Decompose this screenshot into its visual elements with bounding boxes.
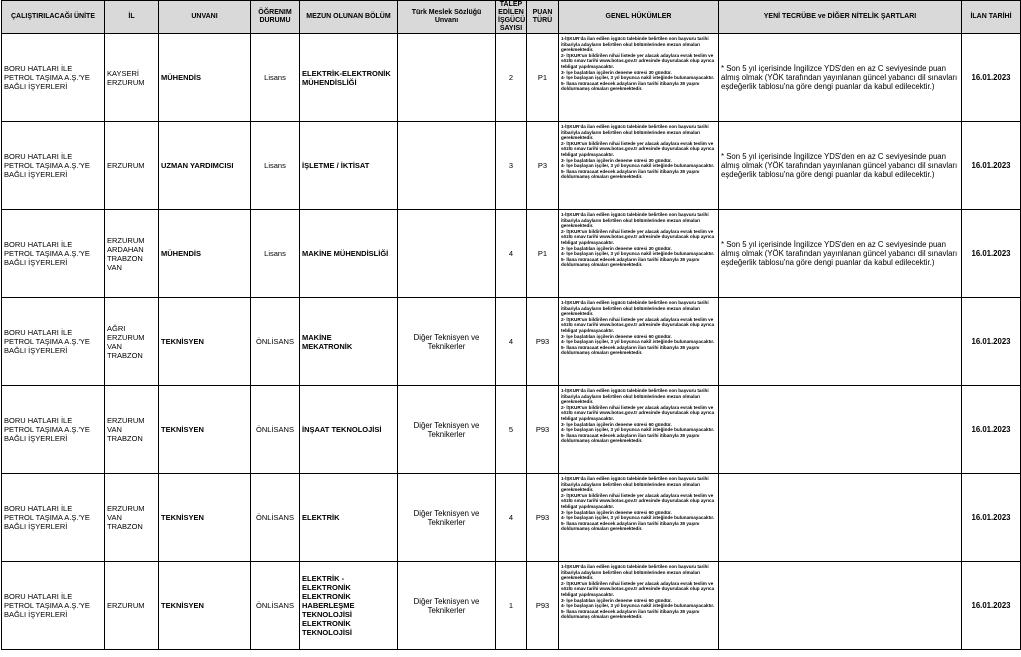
cell-title: TEKNİSYEN xyxy=(159,474,251,562)
header-experience: YENİ TECRÜBE ve DİĞER NİTELİK ŞARTLARI xyxy=(719,1,962,34)
cell-education: ÖNLİSANS xyxy=(251,562,300,650)
cell-education: ÖNLİSANS xyxy=(251,474,300,562)
cell-experience: * Son 5 yıl içerisinde İngilizce YDS'den en az C seviyesinde puan almış olmak (YÖK tarafından yayınlanan güncel yabancı dil sınavları eşdeğerlik tablosu'na göre dengi puanlar da kabul edilecektir.) xyxy=(719,34,962,122)
cell-general: 1-İŞKUR'da ilan edilen işgücü talebinde belirtilen son başvuru tarihi itibariyla adayların belirtilen okul bölümlerinden mezun olmaları gerekmektedir. 2- İŞKUR'un bildirilen nihai listede yer alacak adaylara evrak teslim ve sözlü sınav tarihi www.botas.gov.tr adresinde duyurulacak olup ayrıca tebligat yapılmayacaktır. 3- İşe başlatılan işçilerin deneme süresi 30 gündür. 4- İşe başlayan işçiler, 3 yıl boyunca nakil isteğinde bulunamayacaktır. 5- İlana müracaat edecek adayların ilan tarihi itibarıyla 35 yaşını doldurmamış olmaları gerekmektedir. xyxy=(559,34,719,122)
cell-tms: Diğer Teknisyen ve Teknikerler xyxy=(398,474,496,562)
cell-date: 16.01.2023 xyxy=(962,562,1021,650)
cell-tms: Diğer Teknisyen ve Teknikerler xyxy=(398,562,496,650)
cell-score: P93 xyxy=(527,474,559,562)
cell-date: 16.01.2023 xyxy=(962,474,1021,562)
cell-tms: Diğer Teknisyen ve Teknikerler xyxy=(398,298,496,386)
cell-general: 1-İŞKUR'da ilan edilen işgücü talebinde belirtilen son başvuru tarihi itibariyla adayların belirtilen okul bölümlerinden mezun olmaları gerekmektedir. 2- İŞKUR'un bildirilen nihai listede yer alacak adaylara evrak teslim ve sözlü sınav tarihi www.botas.gov.tr adresinde duyurulacak olup ayrıca tebligat yapılmayacaktır. 3- İşe başlatılan işçilerin deneme süresi 60 gündür. 4- İşe başlayan işçiler, 3 yıl boyunca nakil isteğinde bulunamayacaktır. 5- İlana müracaat edecek adayların ilan tarihi itibarıyla 35 yaşını doldurmamış olmaları gerekmektedir. xyxy=(559,474,719,562)
header-general: GENEL HÜKÜMLER xyxy=(559,1,719,34)
cell-unit: BORU HATLARI İLE PETROL TAŞIMA A.Ş.'YE BAĞLI İŞYERLERİ xyxy=(2,122,105,210)
table-row xyxy=(2,34,1021,122)
cell-count: 4 xyxy=(496,474,527,562)
cell-tms xyxy=(398,210,496,298)
cell-department: ELEKTRİK xyxy=(300,474,398,562)
cell-general: 1-İŞKUR'da ilan edilen işgücü talebinde belirtilen son başvuru tarihi itibariyla adayların belirtilen okul bölümlerinden mezun olmaları gerekmektedir. 2- İŞKUR'un bildirilen nihai listede yer alacak adaylara evrak teslim ve sözlü sınav tarihi www.botas.gov.tr adresinde duyurulacak olup ayrıca tebligat yapılmayacaktır. 3- İşe başlatılan işçilerin deneme süresi 30 gündür. 4- İşe başlayan işçiler, 3 yıl boyunca nakil isteğinde bulunamayacaktır. 5- İlana müracaat edecek adayların ilan tarihi itibarıyla 35 yaşını doldurmamış olmaları gerekmektedir. xyxy=(559,210,719,298)
cell-title: UZMAN YARDIMCISI xyxy=(159,122,251,210)
cell-department: MAKİNE MEKATRONİK xyxy=(300,298,398,386)
cell-date: 16.01.2023 xyxy=(962,210,1021,298)
cell-count: 4 xyxy=(496,210,527,298)
cell-city: KAYSERİ ERZURUM xyxy=(105,34,159,122)
cell-education: Lisans xyxy=(251,34,300,122)
table-row xyxy=(2,210,1021,298)
table-row xyxy=(2,474,1021,562)
cell-date: 16.01.2023 xyxy=(962,386,1021,474)
cell-score: P93 xyxy=(527,562,559,650)
cell-experience xyxy=(719,386,962,474)
cell-education: Lisans xyxy=(251,210,300,298)
cell-unit: BORU HATLARI İLE PETROL TAŞIMA A.Ş.'YE BAĞLI İŞYERLERİ xyxy=(2,386,105,474)
cell-count: 2 xyxy=(496,34,527,122)
cell-title: TEKNİSYEN xyxy=(159,386,251,474)
header-title: UNVANI xyxy=(159,1,251,34)
header-unit: ÇALIŞTIRILACAĞI ÜNİTE xyxy=(2,1,105,34)
cell-unit: BORU HATLARI İLE PETROL TAŞIMA A.Ş.'YE BAĞLI İŞYERLERİ xyxy=(2,562,105,650)
header-row xyxy=(2,1,1021,34)
cell-experience xyxy=(719,298,962,386)
cell-tms: Diğer Teknisyen ve Teknikerler xyxy=(398,386,496,474)
cell-score: P3 xyxy=(527,122,559,210)
cell-tms xyxy=(398,122,496,210)
cell-experience: * Son 5 yıl içerisinde İngilizce YDS'den en az C seviyesinde puan almış olmak (YÖK tarafından yayınlanan güncel yabancı dil sınavları eşdeğerlik tablosu'na göre dengi puanlar da kabul edilecektir.) xyxy=(719,122,962,210)
cell-count: 1 xyxy=(496,562,527,650)
cell-unit: BORU HATLARI İLE PETROL TAŞIMA A.Ş.'YE BAĞLI İŞYERLERİ xyxy=(2,298,105,386)
cell-general: 1-İŞKUR'da ilan edilen işgücü talebinde belirtilen son başvuru tarihi itibariyla adayların belirtilen okul bölümlerinden mezun olmaları gerekmektedir. 2- İŞKUR'un bildirilen nihai listede yer alacak adaylara evrak teslim ve sözlü sınav tarihi www.botas.gov.tr adresinde duyurulacak olup ayrıca tebligat yapılmayacaktır. 3- İşe başlatılan işçilerin deneme süresi 30 gündür. 4- İşe başlayan işçiler, 3 yıl boyunca nakil isteğinde bulunamayacaktır. 5- İlana müracaat edecek adayların ilan tarihi itibarıyla 35 yaşını doldurmamış olmaları gerekmektedir. xyxy=(559,122,719,210)
job-postings-table xyxy=(1,0,1021,650)
cell-city: ERZURUM xyxy=(105,122,159,210)
cell-department: MAKİNE MÜHENDİSLİĞİ xyxy=(300,210,398,298)
cell-experience xyxy=(719,562,962,650)
cell-experience xyxy=(719,474,962,562)
cell-count: 4 xyxy=(496,298,527,386)
cell-education: Lisans xyxy=(251,122,300,210)
cell-count: 5 xyxy=(496,386,527,474)
cell-score: P1 xyxy=(527,210,559,298)
cell-department: ELEKTRİK - ELEKTRONİK ELEKTRONİK HABERLEŞME TEKNOLOJİSİ ELEKTRONİK TEKNOLOJİSİ xyxy=(300,562,398,650)
cell-tms xyxy=(398,34,496,122)
cell-general: 1-İŞKUR'da ilan edilen işgücü talebinde belirtilen son başvuru tarihi itibariyla adayların belirtilen okul bölümlerinden mezun olmaları gerekmektedir. 2- İŞKUR'un bildirilen nihai listede yer alacak adaylara evrak teslim ve sözlü sınav tarihi www.botas.gov.tr adresinde duyurulacak olup ayrıca tebligat yapılmayacaktır. 3- İşe başlatılan işçilerin deneme süresi 60 gündür. 4- İşe başlayan işçiler, 3 yıl boyunca nakil isteğinde bulunamayacaktır. 5- İlana müracaat edecek adayların ilan tarihi itibarıyla 35 yaşını doldurmamış olmaları gerekmektedir. xyxy=(559,562,719,650)
cell-city: ERZURUM VAN TRABZON xyxy=(105,386,159,474)
cell-unit: BORU HATLARI İLE PETROL TAŞIMA A.Ş.'YE BAĞLI İŞYERLERİ xyxy=(2,210,105,298)
cell-title: TEKNİSYEN xyxy=(159,562,251,650)
cell-date: 16.01.2023 xyxy=(962,122,1021,210)
cell-date: 16.01.2023 xyxy=(962,298,1021,386)
cell-city: ERZURUM xyxy=(105,562,159,650)
cell-department: İNŞAAT TEKNOLOJİSİ xyxy=(300,386,398,474)
cell-department: ELEKTRİK-ELEKTRONİK MÜHENDİSLİĞİ xyxy=(300,34,398,122)
cell-city: ERZURUM ARDAHAN TRABZON VAN xyxy=(105,210,159,298)
cell-education: ÖNLİSANS xyxy=(251,298,300,386)
cell-unit: BORU HATLARI İLE PETROL TAŞIMA A.Ş.'YE BAĞLI İŞYERLERİ xyxy=(2,474,105,562)
cell-score: P93 xyxy=(527,386,559,474)
table-row xyxy=(2,298,1021,386)
cell-city: ERZURUM VAN TRABZON xyxy=(105,474,159,562)
cell-title: MÜHENDİS xyxy=(159,34,251,122)
cell-experience: * Son 5 yıl içerisinde İngilizce YDS'den en az C seviyesinde puan almış olmak (YÖK tarafından yayınlanan güncel yabancı dil sınavları eşdeğerlik tablosu'na göre dengi puanlar da kabul edilecektir.) xyxy=(719,210,962,298)
cell-score: P1 xyxy=(527,34,559,122)
cell-title: MÜHENDİS xyxy=(159,210,251,298)
cell-general: 1-İŞKUR'da ilan edilen işgücü talebinde belirtilen son başvuru tarihi itibariyla adayların belirtilen okul bölümlerinden mezun olmaları gerekmektedir. 2- İŞKUR'un bildirilen nihai listede yer alacak adaylara evrak teslim ve sözlü sınav tarihi www.botas.gov.tr adresinde duyurulacak olup ayrıca tebligat yapılmayacaktır. 3- İşe başlatılan işçilerin deneme süresi 60 gündür. 4- İşe başlayan işçiler, 3 yıl boyunca nakil isteğinde bulunamayacaktır. 5- İlana müracaat edecek adayların ilan tarihi itibarıyla 35 yaşını doldurmamış olmaları gerekmektedir. xyxy=(559,386,719,474)
cell-score: P93 xyxy=(527,298,559,386)
cell-title: TEKNİSYEN xyxy=(159,298,251,386)
cell-count: 3 xyxy=(496,122,527,210)
cell-city: AĞRI ERZURUM VAN TRABZON xyxy=(105,298,159,386)
header-education: ÖĞRENIM DURUMU xyxy=(251,1,300,34)
cell-department: İŞLETME / İKTİSAT xyxy=(300,122,398,210)
header-city: İL xyxy=(105,1,159,34)
cell-date: 16.01.2023 xyxy=(962,34,1021,122)
table-row xyxy=(2,562,1021,650)
table-row xyxy=(2,386,1021,474)
cell-unit: BORU HATLARI İLE PETROL TAŞIMA A.Ş.'YE BAĞLI İŞYERLERİ xyxy=(2,34,105,122)
cell-education: ÖNLİSANS xyxy=(251,386,300,474)
header-department: MEZUN OLUNAN BÖLÜM xyxy=(300,1,398,34)
header-count: TALEP EDİLEN İŞGÜCÜ SAYISI xyxy=(496,1,527,34)
header-date: İLAN TARİHİ xyxy=(962,1,1021,34)
header-score: PUAN TÜRÜ xyxy=(527,1,559,34)
table-row xyxy=(2,122,1021,210)
cell-general: 1-İŞKUR'da ilan edilen işgücü talebinde belirtilen son başvuru tarihi itibariyla adayların belirtilen okul bölümlerinden mezun olmaları gerekmektedir. 2- İŞKUR'un bildirilen nihai listede yer alacak adaylara evrak teslim ve sözlü sınav tarihi www.botas.gov.tr adresinde duyurulacak olup ayrıca tebligat yapılmayacaktır. 3- İşe başlatılan işçilerin deneme süresi 60 gündür. 4- İşe başlayan işçiler, 3 yıl boyunca nakil isteğinde bulunamayacaktır. 5- İlana müracaat edecek adayların ilan tarihi itibarıyla 35 yaşını doldurmamış olmaları gerekmektedir. xyxy=(559,298,719,386)
header-tms: Türk Meslek Sözlüğü Unvanı xyxy=(398,1,496,34)
